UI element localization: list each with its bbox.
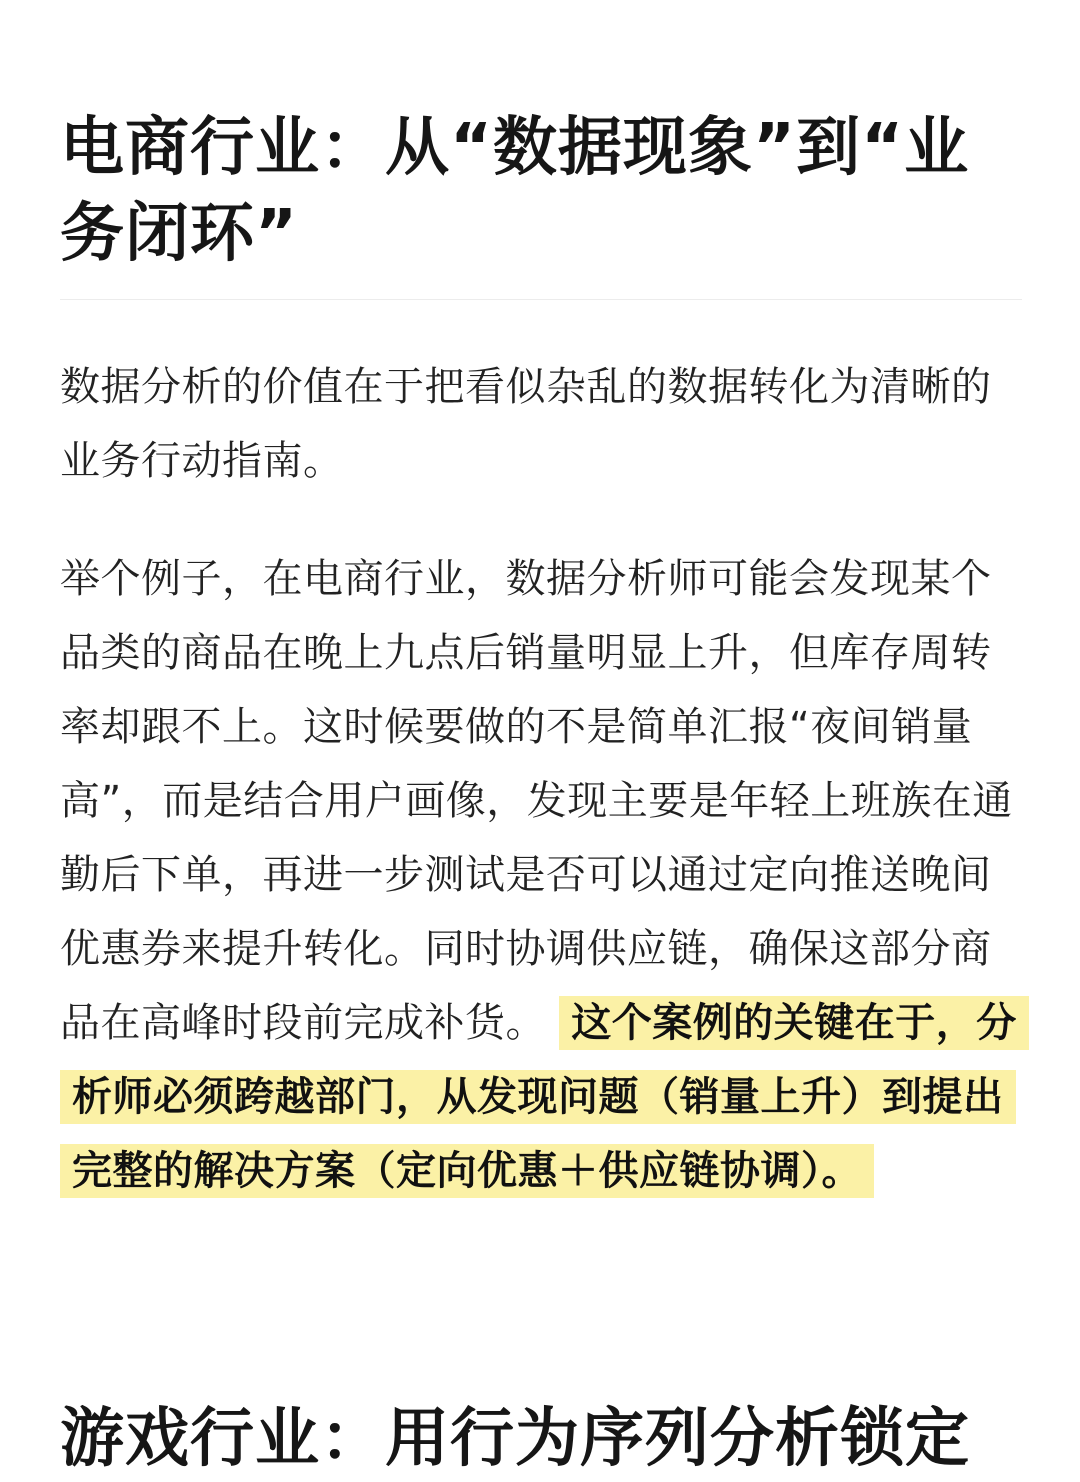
intro-paragraph: 数据分析的价值在于把看似杂乱的数据转化为清晰的业务行动指南。 (60, 364, 992, 484)
highlighted-text: 这个案例的关键在于，分析师必须跨越部门，从发现问题（销量上升）到提出完整的解决方案（定向优惠＋供应链协调）。 (60, 996, 1029, 1198)
section-title: 电商行业：从“数据现象”到“业务闭环” (60, 111, 970, 271)
next-section-title: 游戏行业：用行为序列分析锁定 (60, 1402, 970, 1476)
example-text: 举个例子，在电商行业，数据分析师可能会发现某个品类的商品在晚上九点后销量明显上升，但库存周转率却跟不上。这时候要做的不是简单汇报“夜间销量高”，而是结合用户画像，发现主要是年轻上班族在通勤后下单，再进一步测试是否可以通过定向推送晚间优惠券来提升转化。同时协调供应链，确保这部分商品在高峰时段前完成补货。 (60, 556, 1013, 1046)
example-paragraph (60, 542, 1022, 1208)
article (60, 0, 1022, 1476)
title-divider (60, 299, 1022, 300)
